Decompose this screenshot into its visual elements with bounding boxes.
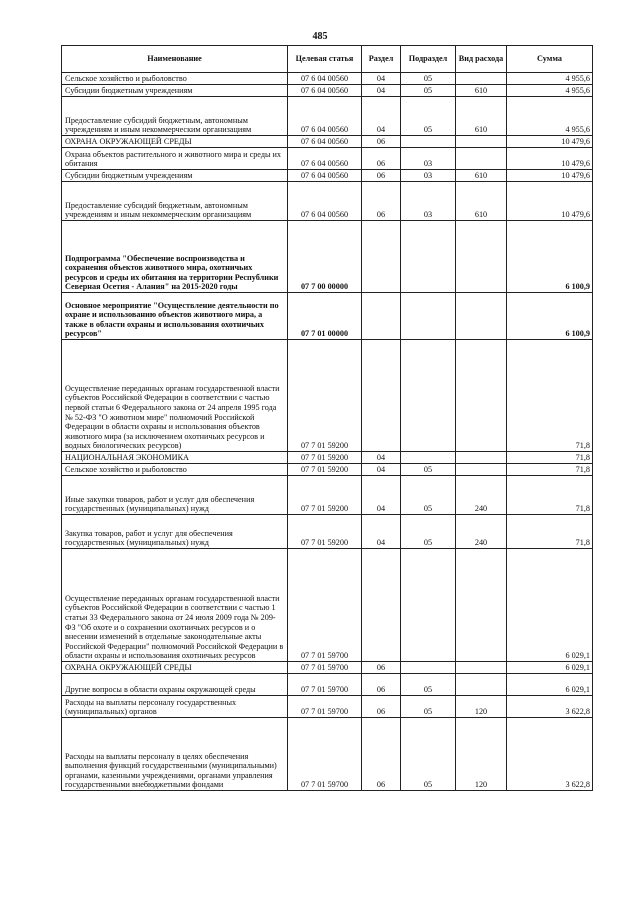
table-row [62,85,593,97]
cell-sum: 4 955,6 [507,97,593,136]
table-row [62,73,593,85]
cell-target: 07 7 01 59200 [288,452,362,464]
cell-expense-type: 610 [456,182,507,221]
cell-target: 07 6 04 00560 [288,136,362,148]
cell-subsection: 03 [401,182,456,221]
cell-expense-type [456,73,507,85]
cell-target: 07 6 04 00560 [288,97,362,136]
cell-section: 06 [362,696,401,718]
cell-target: 07 7 01 59200 [288,464,362,476]
cell-section: 04 [362,97,401,136]
cell-expense-type: 240 [456,515,507,549]
cell-section: 06 [362,136,401,148]
table-body [62,73,593,791]
cell-target: 07 7 00 00000 [288,221,362,293]
header-sum: Сумма [507,46,593,73]
cell-name: НАЦИОНАЛЬНАЯ ЭКОНОМИКА [62,452,288,464]
cell-target: 07 7 01 59200 [288,476,362,515]
cell-section: 06 [362,170,401,182]
table-row [62,182,593,221]
cell-section: 04 [362,515,401,549]
cell-subsection [401,549,456,662]
cell-subsection: 05 [401,718,456,791]
cell-subsection: 05 [401,476,456,515]
cell-name: Охрана объектов растительного и животного мира и среды их обитания [62,148,288,170]
table-row [62,452,593,464]
table-row [62,97,593,136]
cell-expense-type [456,674,507,696]
cell-target: 07 6 04 00560 [288,85,362,97]
cell-subsection [401,340,456,452]
cell-sum: 71,8 [507,340,593,452]
cell-expense-type [456,549,507,662]
cell-target: 07 7 01 59200 [288,515,362,549]
cell-target: 07 7 01 59700 [288,662,362,674]
cell-subsection: 03 [401,170,456,182]
cell-sum: 6 100,9 [507,221,593,293]
cell-name: Субсидии бюджетным учреждениям [62,85,288,97]
table-row [62,464,593,476]
cell-expense-type [456,136,507,148]
page-number: 485 [312,31,328,42]
table-row [62,696,593,718]
cell-sum: 6 100,9 [507,293,593,340]
table-header-row [62,46,593,73]
cell-target: 07 7 01 59700 [288,696,362,718]
header-subsection: Подраздел [401,46,456,73]
cell-name: Субсидии бюджетным учреждениям [62,170,288,182]
table-row [62,662,593,674]
header-name: Наименование [62,46,288,73]
cell-expense-type: 610 [456,85,507,97]
cell-target: 07 6 04 00560 [288,170,362,182]
cell-target: 07 7 01 59200 [288,340,362,452]
table-row [62,476,593,515]
cell-section [362,549,401,662]
cell-sum: 71,8 [507,452,593,464]
cell-name: Предоставление субсидий бюджетным, автономным учреждениям и иным некоммерческим организациям [62,97,288,136]
table-row [62,293,593,340]
cell-subsection [401,662,456,674]
cell-sum: 10 479,6 [507,170,593,182]
cell-target: 07 7 01 59700 [288,674,362,696]
cell-sum: 10 479,6 [507,182,593,221]
cell-target: 07 6 04 00560 [288,182,362,221]
cell-subsection: 05 [401,85,456,97]
header-target: Целевая статья [288,46,362,73]
cell-section: 04 [362,73,401,85]
table-row [62,221,593,293]
cell-sum: 71,8 [507,476,593,515]
budget-table [61,45,593,791]
cell-expense-type [456,464,507,476]
cell-section: 06 [362,662,401,674]
cell-target: 07 7 01 00000 [288,293,362,340]
cell-expense-type [456,148,507,170]
cell-name: Подпрограмма "Обеспечение воспроизводства и сохранения объектов животного мира, охотничьих ресурсов и среды их обитания на территории Республики Северная Осетия - Алания" на 2015-2020 годы [62,221,288,293]
header-section: Раздел [362,46,401,73]
cell-section: 04 [362,452,401,464]
cell-section: 06 [362,148,401,170]
cell-subsection [401,136,456,148]
cell-name: Сельское хозяйство и рыболовство [62,73,288,85]
cell-name: Предоставление субсидий бюджетным, автономным учреждениям и иным некоммерческим организациям [62,182,288,221]
cell-subsection: 05 [401,97,456,136]
cell-expense-type [456,293,507,340]
table-row [62,674,593,696]
cell-section [362,221,401,293]
table-row [62,718,593,791]
cell-name: Сельское хозяйство и рыболовство [62,464,288,476]
cell-target: 07 7 01 59700 [288,549,362,662]
cell-section: 06 [362,674,401,696]
table-row [62,136,593,148]
cell-subsection [401,221,456,293]
cell-section: 06 [362,182,401,221]
cell-sum: 3 622,8 [507,696,593,718]
cell-name: Расходы на выплаты персоналу в целях обеспечения выполнения функций государственными (муниципальными) органами, казенными учреждениями, органами управления государственными внебюджетными фондами [62,718,288,791]
cell-sum: 10 479,6 [507,148,593,170]
cell-section: 04 [362,464,401,476]
cell-subsection: 05 [401,674,456,696]
cell-subsection: 03 [401,148,456,170]
cell-name: Расходы на выплаты персоналу государственных (муниципальных) органов [62,696,288,718]
cell-sum: 6 029,1 [507,549,593,662]
cell-expense-type: 610 [456,97,507,136]
cell-name: Закупка товаров, работ и услуг для обеспечения государственных (муниципальных) нужд [62,515,288,549]
cell-expense-type: 120 [456,718,507,791]
table-row [62,340,593,452]
cell-expense-type: 120 [456,696,507,718]
table-row [62,549,593,662]
cell-section: 04 [362,85,401,97]
cell-expense-type: 610 [456,170,507,182]
cell-sum: 6 029,1 [507,674,593,696]
cell-name: Основное мероприятие "Осуществление деятельности по охране и использованию объектов животного мира, а также в области охраны и использования охотничьих ресурсов" [62,293,288,340]
cell-subsection: 05 [401,696,456,718]
cell-sum: 6 029,1 [507,662,593,674]
cell-target: 07 6 04 00560 [288,73,362,85]
cell-expense-type [456,452,507,464]
table-row [62,515,593,549]
cell-name: ОХРАНА ОКРУЖАЮЩЕЙ СРЕДЫ [62,136,288,148]
cell-expense-type [456,662,507,674]
cell-expense-type [456,221,507,293]
cell-name: Осуществление переданных органам государственной власти субъектов Российской Федерации в соответствии с частью 1 статьи 33 Федерального закона от 24 июля 2009 года № 209-ФЗ "Об охоте и о сохранении охотничьих ресурсов и о внесении изменений в отдельные законодательные акты Российской Федерации" полномочий Российской Федерации в области охраны и использования охотничьих ресурсов [62,549,288,662]
cell-target: 07 6 04 00560 [288,148,362,170]
cell-sum: 4 955,6 [507,85,593,97]
table-row [62,170,593,182]
cell-section [362,340,401,452]
cell-subsection [401,293,456,340]
cell-sum: 71,8 [507,515,593,549]
cell-sum: 10 479,6 [507,136,593,148]
cell-section: 04 [362,476,401,515]
cell-subsection: 05 [401,515,456,549]
cell-name: Иные закупки товаров, работ и услуг для обеспечения государственных (муниципальных) нужд [62,476,288,515]
cell-target: 07 7 01 59700 [288,718,362,791]
cell-name: Другие вопросы в области охраны окружающей среды [62,674,288,696]
cell-subsection [401,452,456,464]
cell-sum: 3 622,8 [507,718,593,791]
cell-sum: 4 955,6 [507,73,593,85]
cell-section [362,293,401,340]
table-row [62,148,593,170]
cell-name: Осуществление переданных органам государственной власти субъектов Российской Федерации в соответствии с частью первой статьи 6 Федерального закона от 24 апреля 1995 года № 52-ФЗ "О животном мире" полномочий Российской Федерации в области охраны и использования объектов животного мира (за исключением охотничьих ресурсов и водных биологических ресурсов) [62,340,288,452]
cell-sum: 71,8 [507,464,593,476]
cell-subsection: 05 [401,73,456,85]
cell-expense-type [456,340,507,452]
cell-section: 06 [362,718,401,791]
cell-expense-type: 240 [456,476,507,515]
header-expense-type: Вид расхода [456,46,507,73]
cell-name: ОХРАНА ОКРУЖАЮЩЕЙ СРЕДЫ [62,662,288,674]
cell-subsection: 05 [401,464,456,476]
